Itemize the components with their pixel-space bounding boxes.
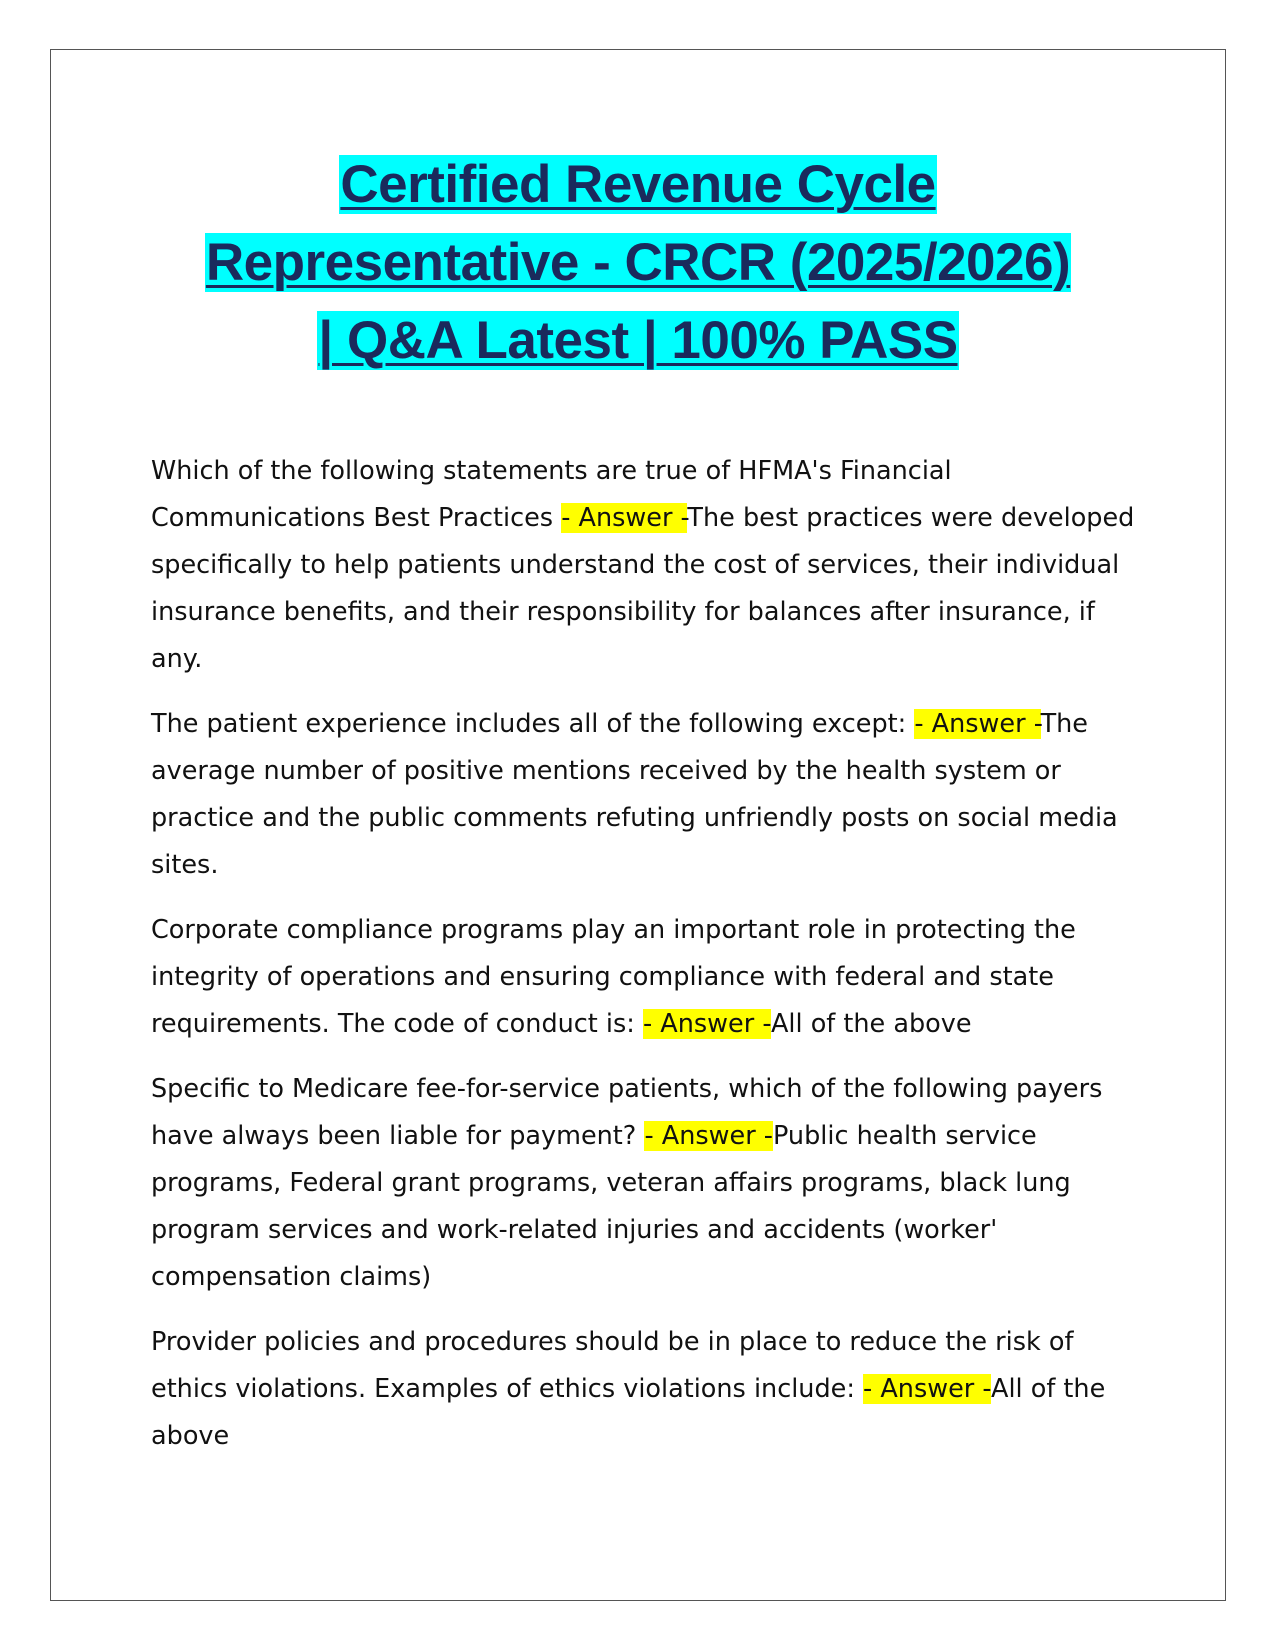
qa-list — [151, 448, 1136, 1478]
answer-text: The best practices were developed specifically to help patients understand the cost of services, their individual insurance benefits, and their responsibility for balances after insurance, if any. — [151, 503, 1135, 674]
question-text: The patient experience includes all of the following except: — [151, 709, 915, 739]
answer-marker: - Answer - — [642, 1009, 771, 1039]
title-line-2: Representative - CRCR (2025/2026) — [205, 233, 1071, 292]
answer-text: Public health service programs, Federal grant programs, veteran affairs programs, black lung program services and work-related injuries and accidents (worker' compensation claims) — [151, 1121, 1071, 1292]
answer-text: The average number of positive mentions received by the health system or practice and the public comments refuting unfriendly posts on social media sites. — [151, 709, 1118, 880]
qa-item-5 — [151, 1319, 1136, 1460]
answer-marker: - Answer - — [863, 1374, 992, 1404]
qa-item-4 — [151, 1066, 1136, 1301]
question-text: Corporate compliance programs play an important role in protecting the integrity of operations and ensuring compliance with federal and state requirements. The code of conduct is: — [151, 915, 1076, 1039]
answer-text: All of the above — [770, 1009, 972, 1039]
answer-marker: - Answer - — [914, 709, 1041, 739]
qa-item-1 — [151, 448, 1136, 683]
question-text: Which of the following statements are true of HFMA's Financial Communications Best Practices — [151, 456, 952, 533]
question-text: Specific to Medicare fee-for-service patients, which of the following payers have always been liable for payment? — [151, 1074, 1103, 1151]
title-line-3: | Q&A Latest | 100% PASS — [318, 311, 958, 370]
title-line-1: Certified Revenue Cycle — [340, 155, 936, 214]
qa-item-2 — [151, 701, 1136, 889]
answer-marker: - Answer - — [644, 1121, 773, 1151]
document-title — [50, 146, 1226, 380]
question-text: Provider policies and procedures should be in place to reduce the risk of ethics violations. Examples of ethics violations include: — [151, 1327, 1074, 1404]
answer-text: All of the above — [151, 1374, 1106, 1451]
answer-marker: - Answer - — [561, 503, 688, 533]
qa-item-3 — [151, 907, 1136, 1048]
